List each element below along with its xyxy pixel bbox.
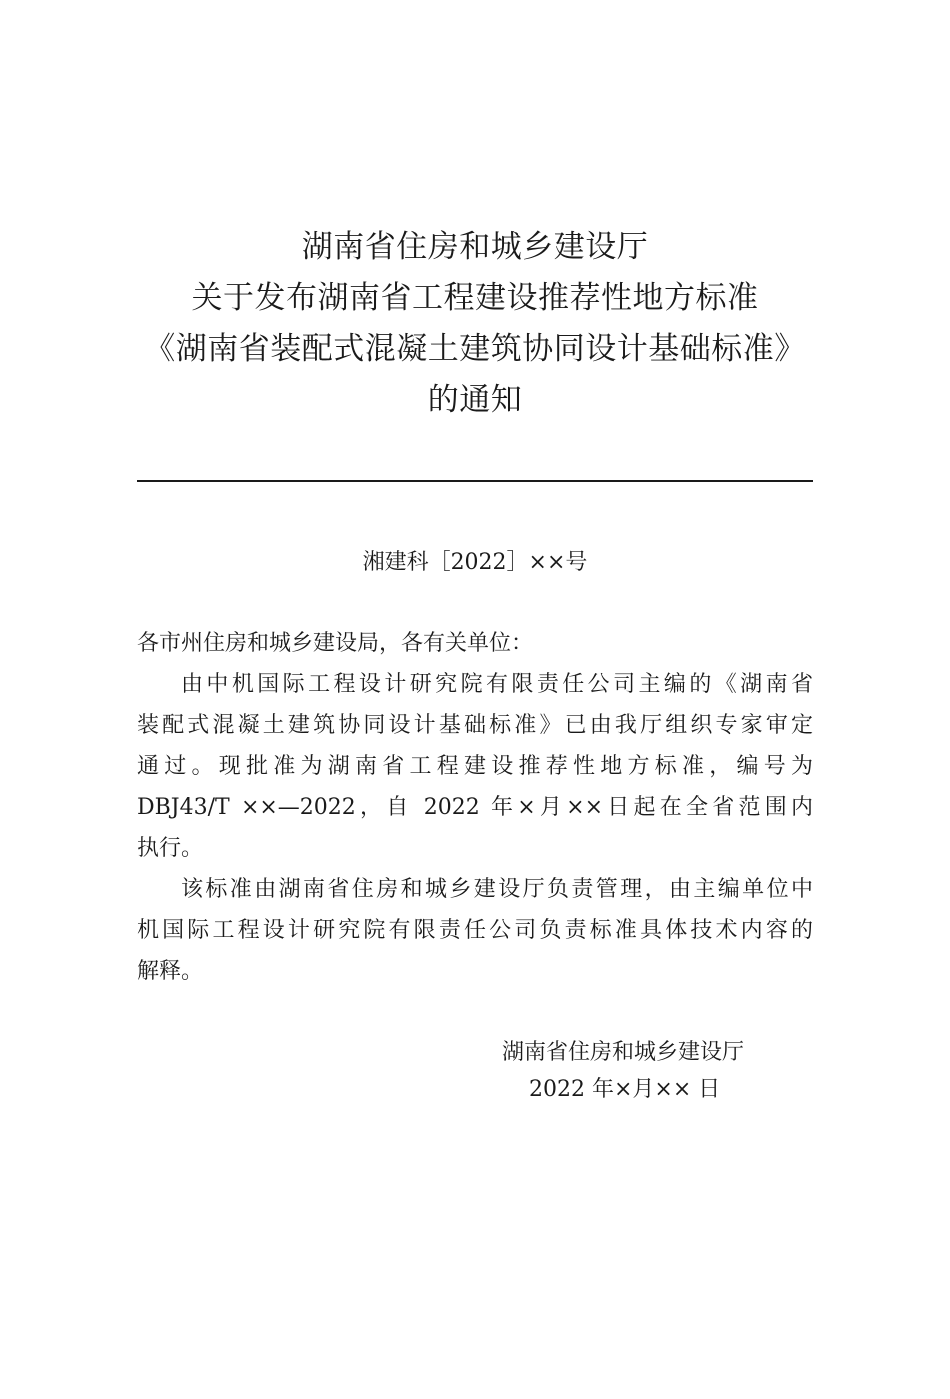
notice-title [0,222,950,426]
paragraph-1-line: 通过。现批准为湖南省工程建设推荐性地方标准，编号为 [137,754,813,779]
title-line-notice: 的通知 [427,382,523,418]
paragraph-2-line: 机国际工程设计研究院有限责任公司负责标准具体技术内容的 [137,918,813,943]
title-line-subject: 关于发布湖南省工程建设推荐性地方标准 [191,280,759,316]
title-divider [137,480,813,482]
document-number: 湘建科［2022］××号 [362,550,588,575]
paragraph-1-line: 由中机国际工程设计研究院有限责任公司主编的《湖南省 [181,672,813,697]
paragraph-2-line: 该标准由湖南省住房和城乡建设厅负责管理，由主编单位中 [181,877,813,902]
paragraph-1-line: 装配式混凝土建筑协同设计基础标准》已由我厅组织专家审定 [137,713,813,738]
paragraph-2-line: 解释。 [137,959,204,984]
title-line-issuer: 湖南省住房和城乡建设厅 [301,229,649,265]
signature-block [480,1034,800,1108]
paragraph-1-line: DBJ43/T ××—2022，自 2022 年×月××日起在全省范围内 [137,795,813,820]
signature-organization: 湖南省住房和城乡建设厅 [502,1040,745,1065]
signature-date: 2022 年×月×× 日 [529,1077,721,1102]
paragraph-1-line: 执行。 [137,836,204,861]
notice-body [137,623,813,992]
title-line-standard-name: 《湖南省装配式混凝土建筑协同设计基础标准》 [144,331,806,367]
salutation: 各市州住房和城乡建设局，各有关单位： [137,631,534,656]
